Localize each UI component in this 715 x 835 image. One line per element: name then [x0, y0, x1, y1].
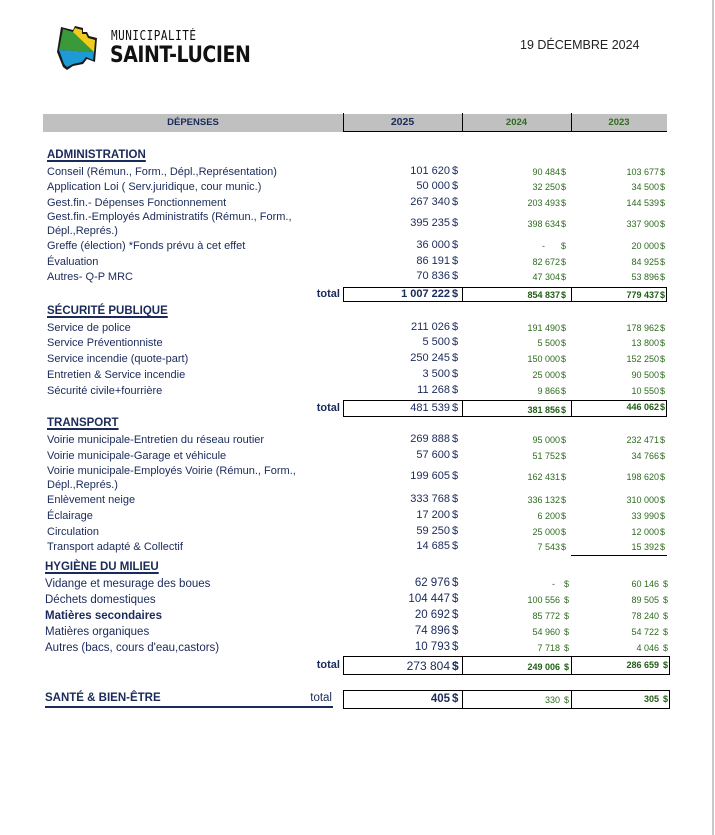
- brand-title: SAINT-LUCIEN: [110, 43, 251, 68]
- currency-2025: $: [452, 384, 459, 396]
- currency-2024: $: [561, 290, 567, 300]
- row-label: Circulation: [47, 526, 99, 538]
- currency-2024: $: [564, 579, 570, 589]
- currency-2024: $: [564, 627, 570, 637]
- value-2024: 7 543: [537, 542, 560, 552]
- row-label: Conseil (Rémun., Form., Dépl.,Représentation): [47, 166, 277, 178]
- currency-2024: $: [561, 272, 567, 282]
- currency-2023: $: [660, 182, 666, 192]
- currency-2023: $: [660, 386, 666, 396]
- municipality-logo-icon: [53, 22, 103, 72]
- value-2025: 211 026: [411, 321, 450, 333]
- currency-2024: $: [564, 611, 570, 621]
- value-2025: 10 793: [414, 641, 450, 653]
- currency-2023: $: [663, 627, 669, 637]
- row-label: Évaluation: [47, 256, 99, 268]
- currency-2025: $: [452, 165, 459, 177]
- value-2024: 25 000: [532, 527, 560, 537]
- currency-2025: $: [452, 693, 459, 705]
- header-2023: 2023: [608, 117, 630, 128]
- value-2023: 60 146: [631, 579, 659, 589]
- value-2025: 11 268: [417, 384, 450, 396]
- currency-2023: $: [660, 527, 666, 537]
- currency-2025: $: [452, 509, 459, 521]
- row-label: Éclairage: [47, 510, 93, 522]
- currency-2025: $: [452, 593, 459, 605]
- total-2023: 286 659: [626, 660, 659, 670]
- currency-2025: $: [452, 659, 459, 673]
- value-2024: 95 000: [532, 435, 560, 445]
- currency-2023: $: [660, 338, 666, 348]
- row-label: Voirie municipale-Employés Voirie (Rémun., Form., Dépl.,Représ.): [47, 465, 296, 491]
- value-2023: 310 000: [626, 495, 659, 505]
- currency-2023: $: [660, 198, 666, 208]
- value-2024: 47 304: [532, 272, 560, 282]
- value-2023: 12 000: [631, 527, 659, 537]
- currency-2025: $: [452, 433, 459, 445]
- total-2024: 381 856: [527, 405, 560, 415]
- total-2023: 446 062: [626, 402, 659, 412]
- section-title-hygiene: HYGIÈNE DU MILIEU: [45, 561, 159, 573]
- currency-2025: $: [452, 577, 459, 589]
- currency-2024: $: [561, 219, 567, 229]
- currency-2024: $: [561, 542, 567, 552]
- value-2025: 250 245: [410, 352, 450, 364]
- value-2025: 59 250: [416, 525, 450, 537]
- total-label: total: [316, 402, 340, 414]
- section-title-administration: ADMINISTRATION: [47, 149, 146, 161]
- value-2025: 50 000: [416, 180, 450, 192]
- value-2023: 53 896: [631, 272, 659, 282]
- currency-2023: $: [660, 451, 666, 461]
- value-2024: 100 556: [527, 595, 560, 605]
- currency-2025: $: [452, 217, 459, 229]
- currency-2023: $: [660, 495, 666, 505]
- value-2023: 232 471: [626, 435, 659, 445]
- currency-2025: $: [452, 321, 459, 333]
- value-2025: 5 500: [422, 336, 450, 348]
- value-2023: 90 500: [631, 370, 659, 380]
- currency-2025: $: [452, 641, 459, 653]
- row-label: Enlèvement neige: [47, 494, 136, 506]
- value-2023: 34 500: [631, 182, 659, 192]
- row-label: Service Préventionniste: [47, 337, 163, 349]
- currency-2024: $: [561, 435, 567, 445]
- row-label: Application Loi ( Serv.juridique, cour munic.): [47, 181, 262, 193]
- currency-2024: $: [561, 338, 567, 348]
- header-depenses: DÉPENSES: [167, 117, 219, 128]
- value-2025: 104 447: [408, 593, 450, 605]
- currency-2024: $: [561, 527, 567, 537]
- currency-2025: $: [452, 493, 459, 505]
- value-2024: -: [542, 241, 545, 251]
- currency-2025: $: [452, 525, 459, 537]
- header-2024: 2024: [505, 117, 528, 128]
- value-2023: 10 550: [631, 386, 659, 396]
- row-label: Service incendie (quote-part): [47, 353, 189, 365]
- value-2024: 54 960: [532, 627, 560, 637]
- value-2025: 36 000: [416, 239, 450, 251]
- value-2023: 34 766: [631, 451, 659, 461]
- currency-2023: $: [660, 290, 666, 300]
- currency-2023: $: [660, 272, 666, 282]
- currency-2024: $: [561, 386, 567, 396]
- value-2023: 33 990: [631, 511, 659, 521]
- value-2025: 267 340: [410, 196, 450, 208]
- value-2024: 90 484: [532, 167, 560, 177]
- section-title-transport: TRANSPORT: [47, 417, 119, 429]
- total-2023: 779 437: [626, 290, 659, 300]
- currency-2025: $: [452, 449, 459, 461]
- currency-2025: $: [452, 239, 459, 251]
- row-label: Déchets domestiques: [45, 594, 156, 606]
- section-title-sante: SANTÉ & BIEN-ÊTRE: [45, 692, 161, 704]
- value-2023: 54 722: [631, 627, 659, 637]
- currency-2024: $: [561, 511, 567, 521]
- currency-2024: $: [561, 495, 567, 505]
- currency-2023: $: [660, 167, 666, 177]
- currency-2024: $: [561, 405, 567, 415]
- currency-2024: $: [561, 370, 567, 380]
- value-2023: 15 392: [631, 542, 659, 552]
- value-2024: 82 672: [532, 257, 560, 267]
- total-2025: 405: [430, 693, 450, 705]
- currency-2025: $: [452, 196, 459, 208]
- currency-2024: $: [564, 643, 570, 653]
- currency-2025: $: [452, 402, 459, 414]
- currency-2023: $: [660, 354, 666, 364]
- row-label: Voirie municipale-Entretien du réseau routier: [47, 434, 265, 446]
- currency-2025: $: [452, 368, 459, 380]
- currency-2023: $: [660, 402, 666, 412]
- currency-2023: $: [660, 219, 666, 229]
- total-2024: 249 006: [527, 662, 560, 672]
- currency-2025: $: [452, 625, 459, 637]
- currency-2023: $: [660, 370, 666, 380]
- value-2025: 14 685: [416, 540, 450, 552]
- value-2023: 144 539: [626, 198, 659, 208]
- currency-2024: $: [561, 198, 567, 208]
- currency-2025: $: [452, 255, 459, 267]
- total-2025: 1 007 222: [401, 288, 450, 300]
- currency-2023: $: [663, 643, 669, 653]
- value-2025: 101 620: [410, 165, 450, 177]
- currency-2025: $: [452, 609, 459, 621]
- value-2023: 89 505: [631, 595, 659, 605]
- row-label: Voirie municipale-Garage et véhicule: [47, 450, 227, 462]
- value-2024: 85 772: [532, 611, 560, 621]
- row-label: Greffe (élection) *Fonds prévu à cet effet: [47, 240, 246, 252]
- currency-2024: $: [561, 241, 567, 251]
- brand-subtitle: MUNICIPALITÉ: [111, 28, 197, 44]
- value-2025: 62 976: [414, 577, 450, 589]
- currency-2025: $: [452, 180, 459, 192]
- currency-2024: $: [564, 662, 570, 672]
- value-2024: 203 493: [527, 198, 560, 208]
- row-label: Vidange et mesurage des boues: [45, 578, 211, 590]
- value-2024: 5 500: [537, 338, 560, 348]
- currency-2024: $: [561, 451, 567, 461]
- row-label: Gest.fin.-Employés Administratifs (Rémun., Form., Dépl.,Représ.): [47, 211, 292, 237]
- value-2025: 86 191: [416, 255, 450, 267]
- value-2023: 20 000: [631, 241, 659, 251]
- value-2025: 333 768: [410, 493, 450, 505]
- header-2025: 2025: [390, 116, 415, 128]
- total-2024: 330: [544, 695, 560, 705]
- value-2023: 178 962: [626, 323, 659, 333]
- currency-2023: $: [660, 511, 666, 521]
- currency-2025: $: [452, 270, 459, 282]
- value-2023: 103 677: [626, 167, 659, 177]
- row-label: Gest.fin.- Dépenses Fonctionnement: [47, 197, 227, 209]
- currency-2024: $: [561, 472, 567, 482]
- currency-2024: $: [564, 695, 570, 705]
- row-label: Transport adapté & Collectif: [47, 541, 183, 553]
- value-2023: 152 250: [626, 354, 659, 364]
- currency-2023: $: [663, 579, 669, 589]
- section-underline: [45, 706, 333, 708]
- value-2025: 269 888: [410, 433, 450, 445]
- total-label: total: [316, 659, 340, 671]
- currency-2025: $: [452, 540, 459, 552]
- currency-2025: $: [452, 336, 459, 348]
- currency-2023: $: [660, 435, 666, 445]
- currency-2025: $: [452, 288, 459, 300]
- currency-2023: $: [660, 257, 666, 267]
- currency-2024: $: [561, 257, 567, 267]
- currency-2024: $: [561, 182, 567, 192]
- total-2025: 481 539: [410, 402, 450, 414]
- value-2023: 78 240: [631, 611, 659, 621]
- currency-2023: $: [663, 694, 669, 704]
- row-label: Autres- Q-P MRC: [47, 271, 133, 283]
- value-2024: 6 200: [537, 511, 560, 521]
- value-2025: 70 836: [416, 270, 450, 282]
- value-2025: 3 500: [422, 368, 450, 380]
- row-label: Entretien & Service incendie: [47, 369, 186, 381]
- currency-2023: $: [663, 595, 669, 605]
- currency-2023: $: [663, 660, 669, 670]
- value-2024: 336 132: [527, 495, 560, 505]
- total-label: total: [316, 288, 340, 300]
- currency-2023: $: [660, 241, 666, 251]
- currency-2023: $: [660, 323, 666, 333]
- column-underline: [571, 555, 667, 556]
- currency-2023: $: [660, 472, 666, 482]
- value-2024: 150 000: [527, 354, 560, 364]
- currency-2025: $: [452, 352, 459, 364]
- row-label: Sécurité civile+fourrière: [47, 385, 163, 397]
- currency-2024: $: [564, 595, 570, 605]
- value-2024: 162 431: [527, 472, 560, 482]
- value-2025: 17 200: [416, 509, 450, 521]
- value-2023: 84 925: [631, 257, 659, 267]
- value-2025: 199 605: [410, 470, 450, 482]
- value-2025: 57 600: [416, 449, 450, 461]
- currency-2025: $: [452, 470, 459, 482]
- total-2023: 305: [643, 694, 659, 704]
- currency-2023: $: [663, 611, 669, 621]
- value-2024: 25 000: [532, 370, 560, 380]
- total-2024: 854 837: [527, 290, 560, 300]
- total-2025: 273 804: [406, 659, 450, 673]
- currency-2024: $: [561, 167, 567, 177]
- currency-2024: $: [561, 323, 567, 333]
- value-2024: 9 866: [537, 386, 560, 396]
- value-2024: -: [552, 579, 555, 589]
- value-2025: 74 896: [414, 625, 450, 637]
- value-2023: 198 620: [626, 472, 659, 482]
- value-2024: 32 250: [532, 182, 560, 192]
- page-edge: [712, 0, 714, 835]
- row-label: Autres (bacs, cours d'eau,castors): [45, 642, 220, 654]
- currency-2023: $: [660, 542, 666, 552]
- value-2023: 4 046: [636, 643, 659, 653]
- document-date: 19 DÉCEMBRE 2024: [520, 38, 640, 52]
- currency-2024: $: [561, 354, 567, 364]
- value-2023: 337 900: [626, 219, 659, 229]
- value-2025: 395 235: [410, 217, 450, 229]
- row-label: Service de police: [47, 322, 131, 334]
- value-2025: 20 692: [414, 609, 450, 621]
- header-underline: [343, 131, 667, 132]
- value-2024: 7 718: [537, 643, 560, 653]
- row-label: Matières secondaires: [45, 610, 162, 622]
- value-2024: 51 752: [532, 451, 560, 461]
- row-label: Matières organiques: [45, 626, 150, 638]
- value-2024: 191 490: [527, 323, 560, 333]
- section-title-securite: SÉCURITÉ PUBLIQUE: [47, 305, 168, 317]
- value-2024: 398 634: [527, 219, 560, 229]
- value-2023: 13 800: [631, 338, 659, 348]
- total-label: total: [310, 692, 332, 704]
